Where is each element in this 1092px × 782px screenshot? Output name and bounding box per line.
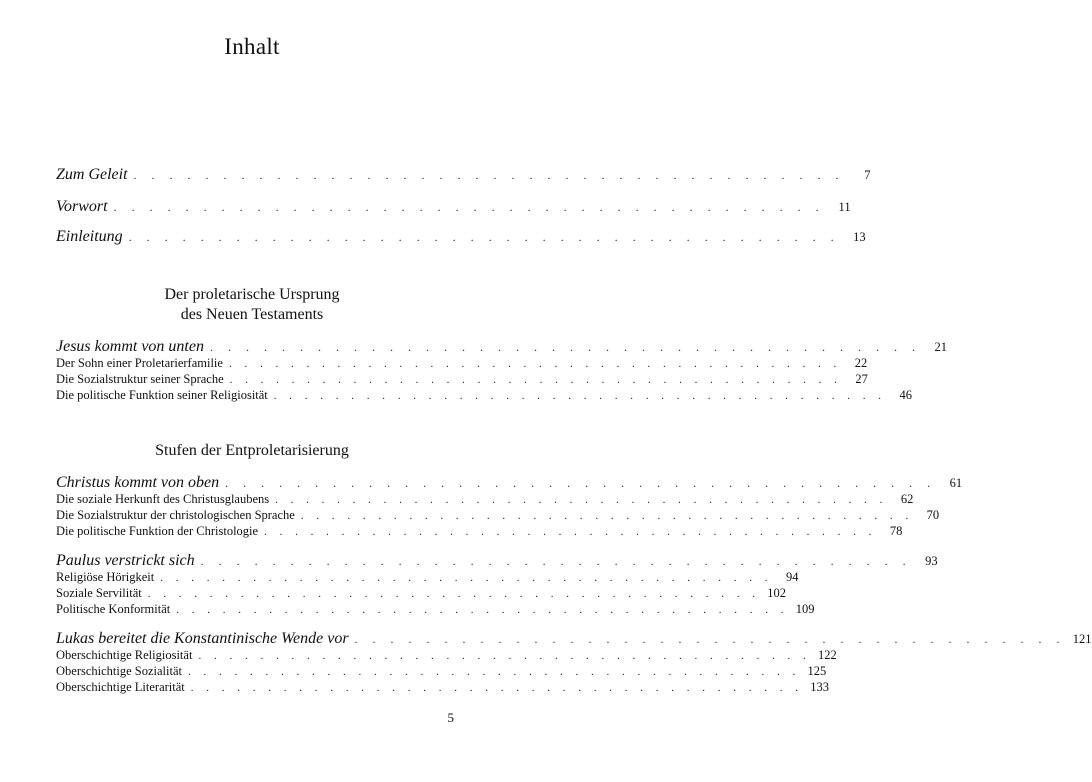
toc-subentry-label: Die Sozialstruktur der christologischen Sprache [56, 508, 295, 522]
toc-subentry-page: 125 [807, 664, 827, 678]
toc-subentry [56, 356, 868, 371]
toc-entry-label: Zum Geleit [56, 166, 128, 183]
toc-subentry-label: Die politische Funktion seiner Religiosität [56, 388, 268, 402]
toc-subentry-page: 102 [767, 586, 786, 600]
toc-subentry-page: 122 [817, 648, 837, 662]
toc-entry-label: Einleitung [56, 228, 123, 245]
leader-dots: . . . . . . . . . . . . . . . . . . . . . . . . . . . . . . . . . . . . . . . . [275, 494, 888, 506]
leader-dots: . . . . . . . . . . . . . . . . . . . . . . . . . . . . . . . . . . . . . . . . [113, 200, 825, 214]
toc-subentry [56, 570, 799, 585]
toc-subentry-label: Oberschichtige Sozialität [56, 664, 183, 678]
toc-chapter-page: 93 [925, 554, 938, 568]
toc-entry-page: 13 [853, 230, 866, 244]
leader-dots: . . . . . . . . . . . . . . . . . . . . . . . . . . . . . . . . . . . . . . . . [300, 510, 914, 522]
toc-chapter-christus [56, 474, 963, 492]
toc-entry-zum-geleit [56, 166, 871, 184]
toc-subentry-label: Politische Konformität [56, 602, 171, 616]
leader-dots: . . . . . . . . . . . . . . . . . . . . . . . . . . . . . . . . . . . . . . . . [200, 554, 912, 568]
toc-subentry-page: 94 [786, 570, 799, 584]
toc-subentry-page: 133 [810, 680, 830, 694]
leader-dots: . . . . . . . . . . . . . . . . . . . . . . . . . . . . . . . . . . . . . . . . [190, 682, 804, 694]
page-number: 5 [447, 710, 454, 725]
leader-dots: . . . . . . . . . . . . . . . . . . . . . . . . . . . . . . . . . . . . . . . . [188, 666, 801, 678]
leader-dots: . . . . . . . . . . . . . . . . . . . . . . . . . . . . . . . . . . . . . . . . [264, 526, 877, 538]
leader-dots: . . . . . . . . . . . . . . . . . . . . . . . . . . . . . . . . . . . . . . . . [198, 650, 811, 662]
toc-chapter-page: 21 [934, 340, 947, 354]
toc-entry-einleitung [56, 228, 866, 246]
toc-subentry-label: Die politische Funktion der Christologie [56, 524, 259, 538]
toc-chapter-label: Paulus verstrickt sich [56, 552, 195, 569]
toc-subentry-label: Religiöse Hörigkeit [56, 570, 155, 584]
leader-dots: . . . . . . . . . . . . . . . . . . . . . . . . . . . . . . . . . . . . . . . . [229, 374, 842, 386]
leader-dots: . . . . . . . . . . . . . . . . . . . . . . . . . . . . . . . . . . . . . . . . [354, 632, 1066, 646]
leader-dots: . . . . . . . . . . . . . . . . . . . . . . . . . . . . . . . . . . . . . . . . [273, 390, 887, 402]
toc-entry-page: 7 [864, 168, 871, 182]
toc-chapter-paulus [56, 552, 938, 570]
toc-chapter-label: Christus kommt von oben [56, 474, 220, 491]
section-heading-part2: Stufen der Entproletarisierung [155, 442, 349, 459]
toc-subentry-label: Die Sozialstruktur seiner Sprache [56, 372, 224, 386]
toc-subentry [56, 648, 837, 663]
leader-dots: . . . . . . . . . . . . . . . . . . . . . . . . . . . . . . . . . . . . . . . . [147, 588, 760, 600]
toc-subentry-label: Die soziale Herkunft des Christusglaubens [56, 492, 270, 506]
leader-dots: . . . . . . . . . . . . . . . . . . . . . . . . . . . . . . . . . . . . . . . . [128, 230, 840, 244]
leader-dots: . . . . . . . . . . . . . . . . . . . . . . . . . . . . . . . . . . . . . . . . [228, 358, 842, 370]
leader-dots: . . . . . . . . . . . . . . . . . . . . . . . . . . . . . . . . . . . . . . . . [160, 572, 773, 584]
leader-dots: . . . . . . . . . . . . . . . . . . . . . . . . . . . . . . . . . . . . . . . . [133, 168, 845, 182]
toc-entry-label: Vorwort [56, 198, 108, 215]
toc-subentry-page: 27 [855, 372, 868, 386]
section-heading-line: des Neuen Testaments [180, 306, 324, 323]
toc-chapter-label: Lukas bereitet die Konstantinische Wende vor [56, 630, 349, 647]
toc-subentry [56, 586, 786, 601]
leader-dots: . . . . . . . . . . . . . . . . . . . . . . . . . . . . . . . . . . . . . . . . [209, 340, 921, 354]
toc-subentry-page: 109 [795, 602, 815, 616]
leader-dots: . . . . . . . . . . . . . . . . . . . . . . . . . . . . . . . . . . . . . . . . [225, 476, 937, 490]
toc-subentry [56, 664, 827, 679]
toc-subentry-label: Soziale Servilität [56, 586, 142, 600]
toc-subentry [56, 388, 913, 403]
toc-subentry [56, 524, 903, 539]
toc-chapter-page: 121 [1072, 632, 1092, 646]
section-heading-line: Der proletarische Ursprung [164, 286, 340, 303]
toc-subentry [56, 492, 914, 507]
toc-chapter-jesus [56, 338, 947, 356]
toc-subentry-label: Oberschichtige Religiosität [56, 648, 193, 662]
toc-subentry-page: 78 [889, 524, 903, 538]
toc-entry-vorwort [56, 198, 851, 216]
leader-dots: . . . . . . . . . . . . . . . . . . . . . . . . . . . . . . . . . . . . . . . . [176, 604, 789, 616]
toc-chapter-page: 61 [949, 476, 963, 490]
toc-subentry-label: Oberschichtige Literarität [56, 680, 185, 694]
toc-entry-page: 11 [838, 200, 851, 214]
toc-subentry-page: 62 [900, 492, 914, 506]
toc-subentry [56, 372, 868, 387]
toc-subentry-page: 46 [899, 388, 913, 402]
toc-subentry [56, 508, 940, 523]
toc-subentry-label: Der Sohn einer Proletarierfamilie [56, 356, 223, 370]
section-heading-part1 [0, 285, 504, 325]
toc-subentry [56, 680, 830, 695]
toc-subentry-page: 22 [854, 356, 868, 370]
toc-subentry [56, 602, 815, 617]
toc-chapter-lukas [56, 630, 1092, 648]
toc-chapter-label: Jesus kommt von unten [56, 338, 204, 355]
toc-subentry-page: 70 [926, 508, 940, 522]
page-title: Inhalt [224, 34, 280, 59]
